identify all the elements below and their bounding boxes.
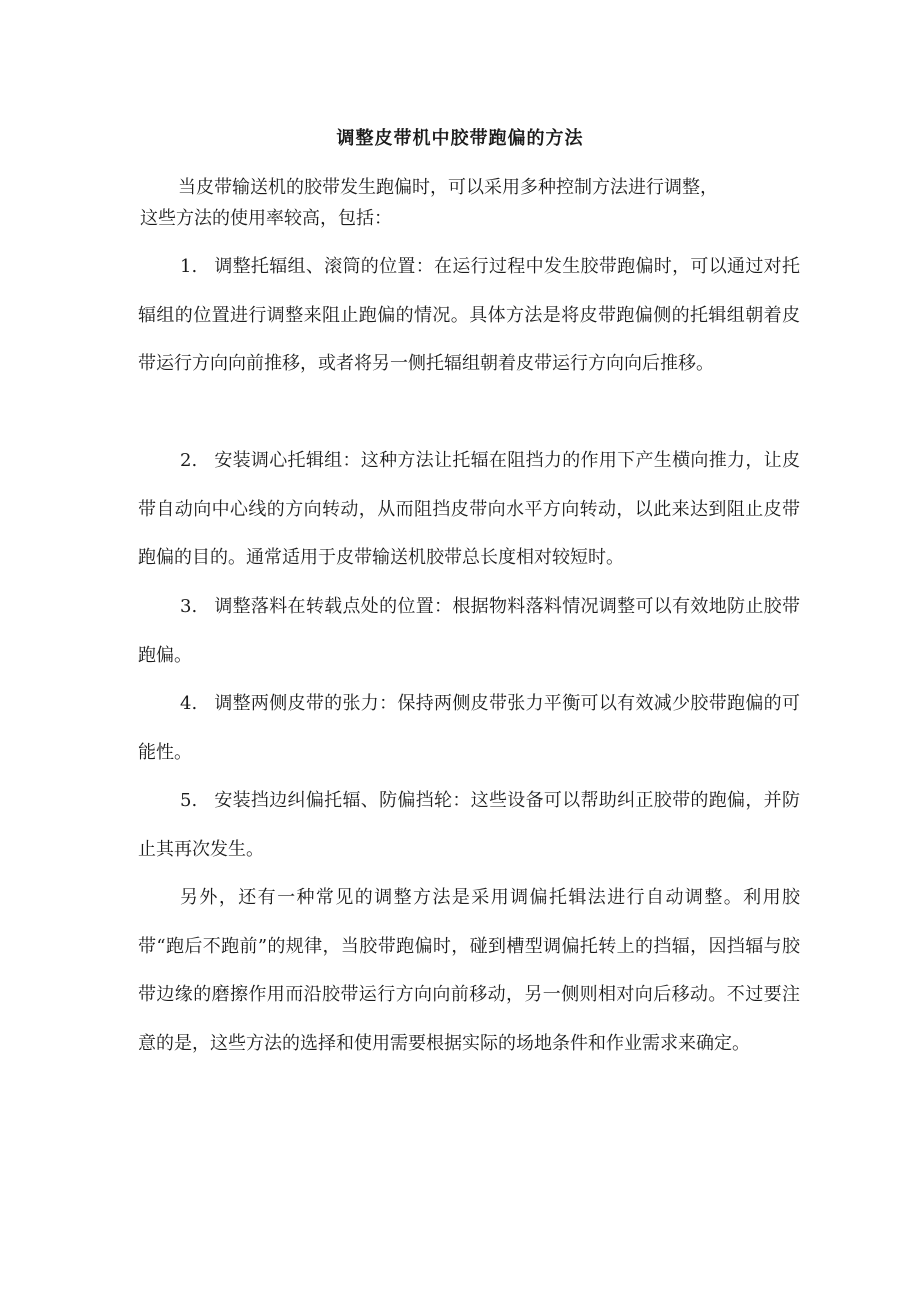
list-item-number: 4.: [180, 693, 198, 714]
list-item-3: [138, 583, 800, 680]
list-item-1: [138, 243, 800, 389]
page-title: 调整皮带机中胶带跑偏的方法: [336, 128, 584, 149]
intro-line-2: 这些方法的使用率较高，包括：: [140, 208, 392, 229]
list-item-number: 1.: [180, 256, 198, 277]
list-item-text: 调整落料在转载点处的位置：根据物料落料情况调整可以有效地防止胶带跑偏。: [138, 596, 800, 666]
intro-line-1: 当皮带输送机的胶带发生跑偏时，可以采用多种控制方法进行调整，: [178, 177, 718, 198]
list-item-5: [138, 777, 800, 874]
list-item-number: 2.: [180, 450, 198, 471]
list-item-text: 安装调心托辑组：这种方法让托辐在阻挡力的作用下产生横向推力，让皮带自动向中心线的方向转动，从而阻挡皮带向水平方向转动，以此来达到阻止皮带跑偏的目的。通常适用于皮带输送机胶带总长度相对较短时。: [138, 450, 800, 568]
list-item-number: 3.: [180, 596, 198, 617]
list-item-number: 5.: [180, 790, 198, 811]
list-item-text: 调整两侧皮带的张力：保持两侧皮带张力平衡可以有效减少胶带跑偏的可能性。: [138, 693, 800, 763]
closing-paragraph: 另外，还有一种常见的调整方法是采用调偏托辑法进行自动调整。利用胶带“跑后不跑前”的规律，当胶带跑偏时，碰到槽型调偏托转上的挡辐，因挡辐与胶带边缘的磨擦作用而沿胶带运行方向向前移动，另一侧则相对向后移动。不过要注意的是，这些方法的选择和使用需要根据实际的场地条件和作业需求来确定。: [138, 887, 800, 1054]
list-item-4: [138, 680, 800, 777]
list-item-text: 安装挡边纠偏托辐、防偏挡轮：这些设备可以帮助纠正胶带的跑偏，并防止其再次发生。: [138, 790, 800, 860]
list-item-text: 调整托辐组、滚筒的位置：在运行过程中发生胶带跑偏时，可以通过对托辐组的位置进行调整来阻止跑偏的情况。具体方法是将皮带跑偏侧的托辑组朝着皮带运行方向向前推移，或者将另一侧托辐组朝着皮带运行方向向后推移。: [138, 256, 800, 374]
list-item-2: [138, 437, 800, 583]
intro-paragraph: [138, 172, 798, 234]
